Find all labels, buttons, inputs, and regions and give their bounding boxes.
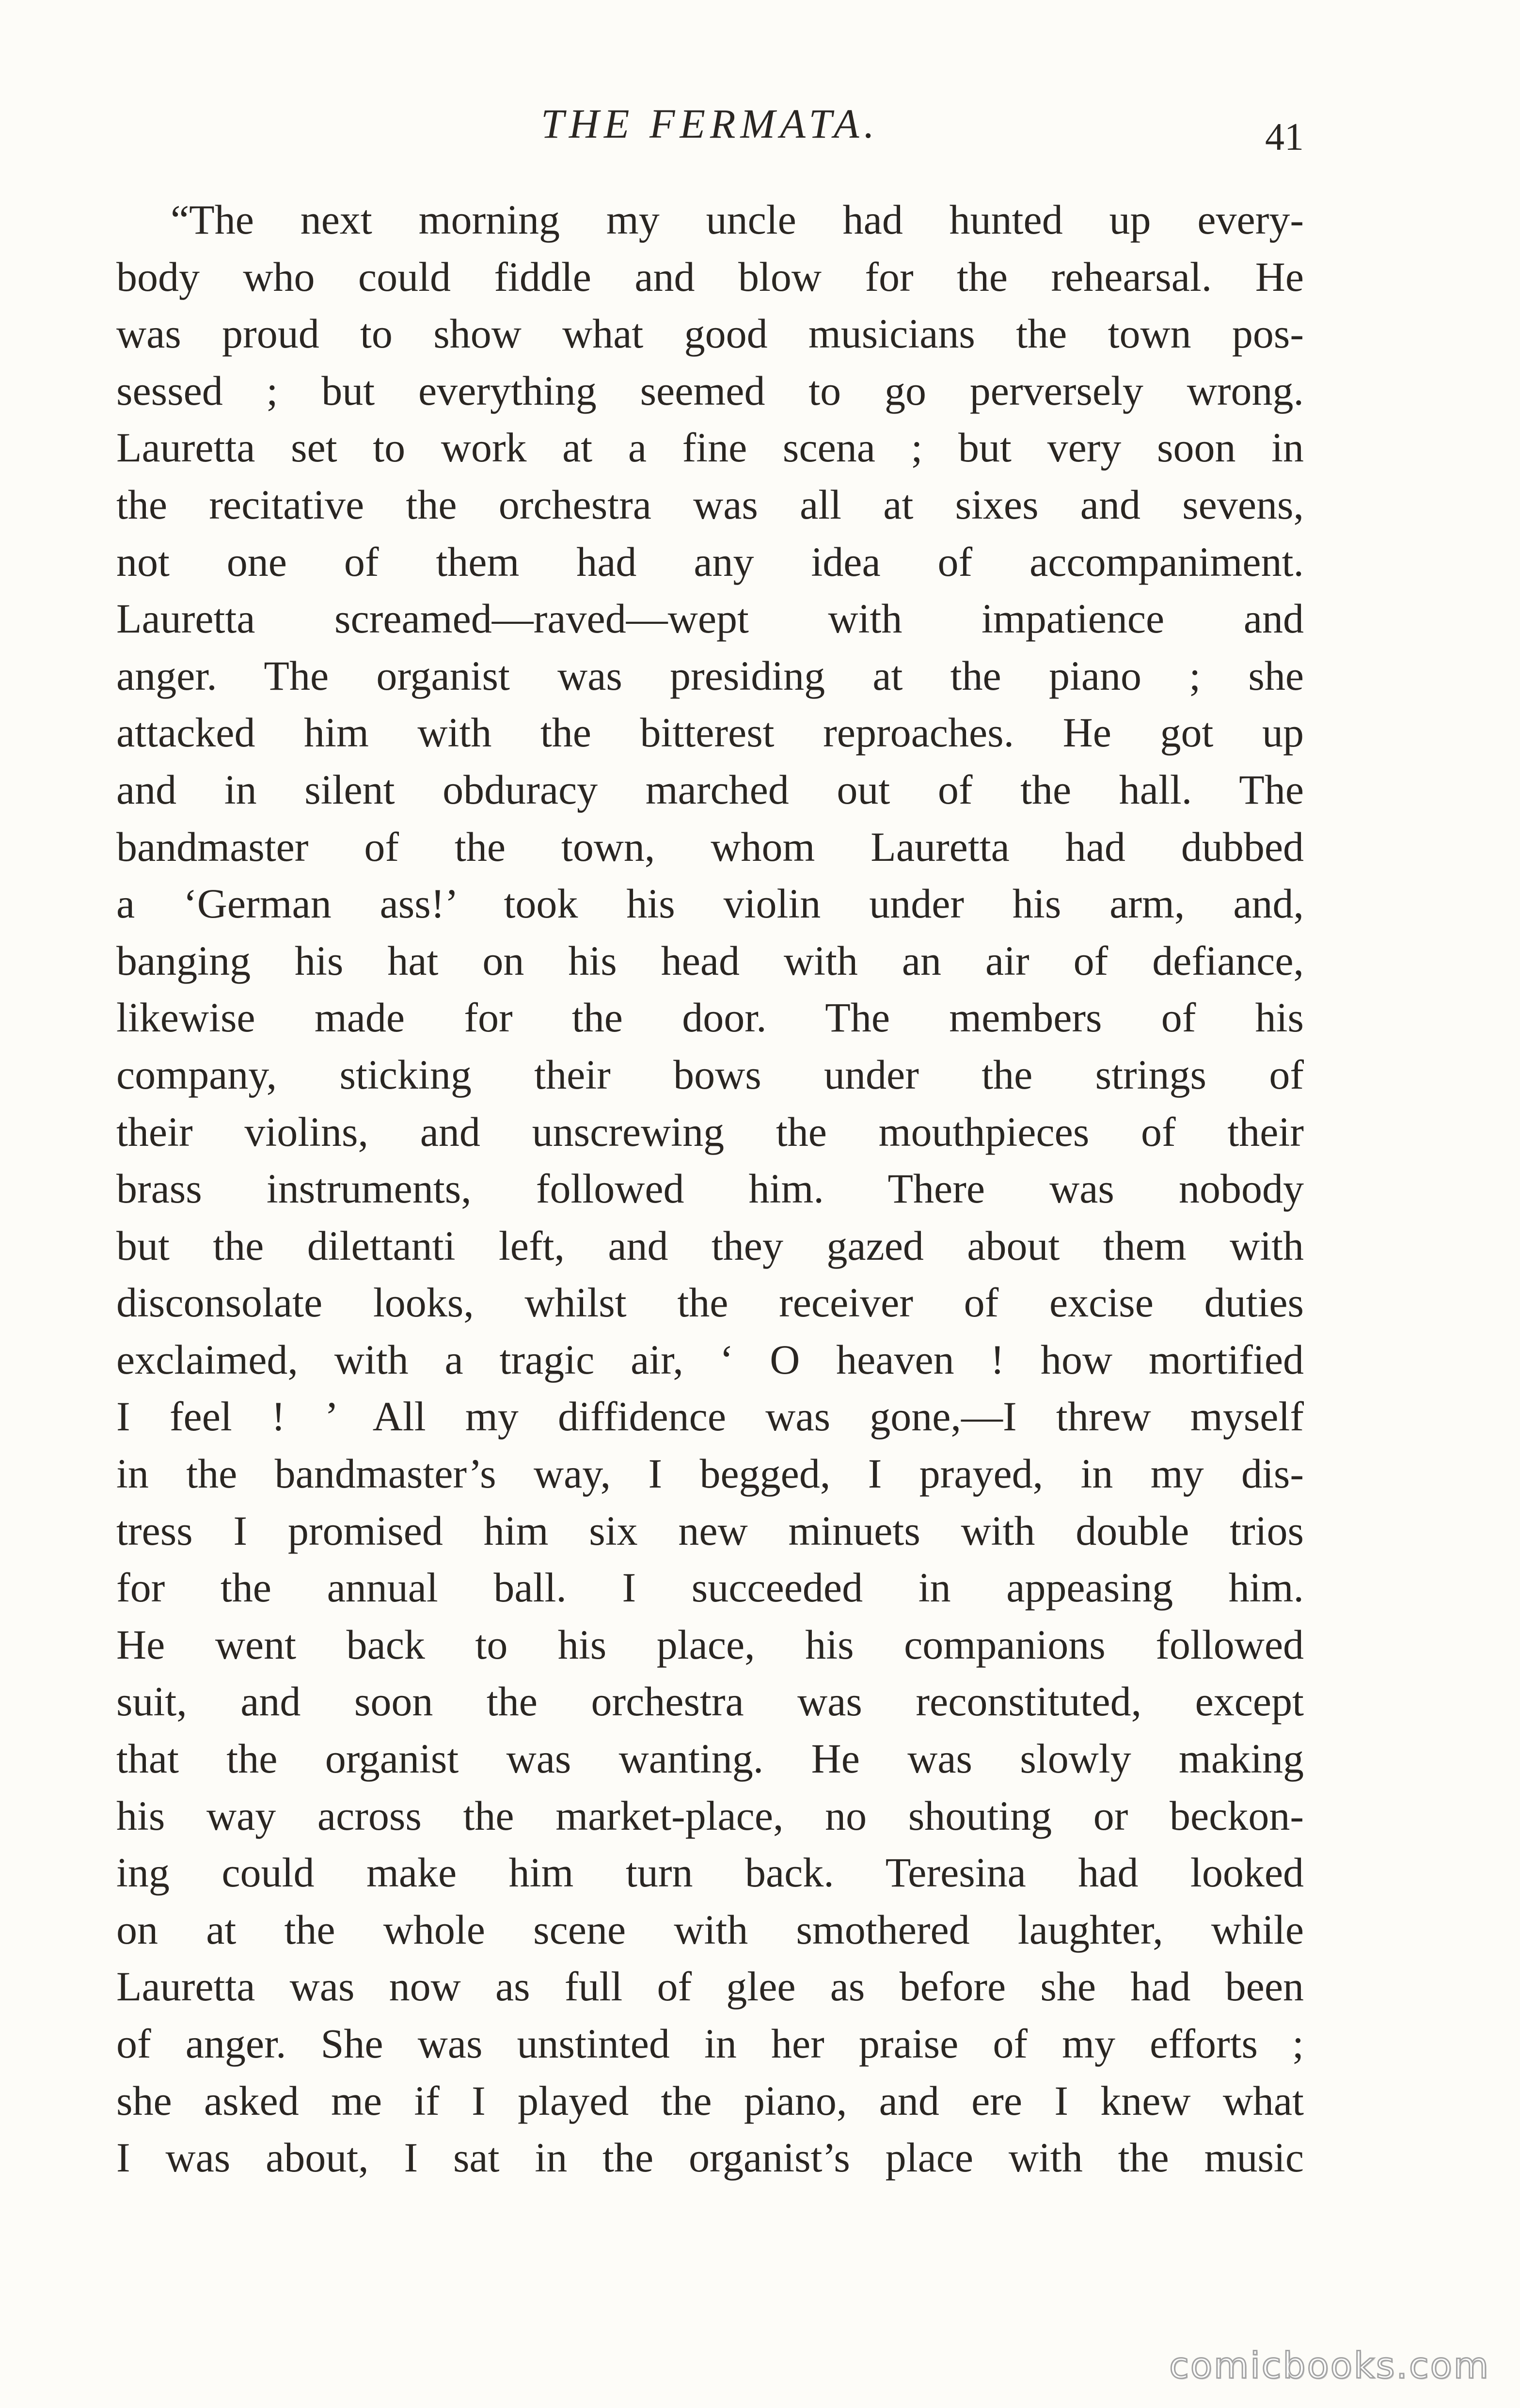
text-line: Lauretta was now as full of glee as before she had been bbox=[116, 1963, 1304, 2010]
text-line: company, sticking their bows under the strings of bbox=[116, 1051, 1304, 1098]
text-line: disconsolate looks, whilst the receiver of excise duties bbox=[116, 1279, 1304, 1326]
text-line: for the annual ball. I succeeded in appeasing him. bbox=[116, 1564, 1304, 1611]
text-line: He went back to his place, his companions followed bbox=[116, 1621, 1304, 1668]
text-line: on at the whole scene with smothered laughter, while bbox=[116, 1906, 1304, 1953]
text-line: body who could fiddle and blow for the rehearsal. He bbox=[116, 253, 1304, 300]
text-line: bandmaster of the town, whom Lauretta had dubbed bbox=[116, 823, 1304, 870]
text-line: sessed ; but everything seemed to go perversely wrong. bbox=[116, 367, 1304, 414]
text-line: and in silent obduracy marched out of the hall. The bbox=[116, 766, 1304, 813]
text-line: in the bandmaster’s way, I begged, I prayed, in my dis- bbox=[116, 1450, 1304, 1497]
text-line: attacked him with the bitterest reproaches. He got up bbox=[116, 709, 1304, 756]
text-line: suit, and soon the orchestra was reconstituted, except bbox=[116, 1678, 1304, 1725]
text-line: the recitative the orchestra was all at sixes and sevens, bbox=[116, 481, 1304, 528]
text-line: was proud to show what good musicians the town pos- bbox=[116, 310, 1304, 357]
page-number: 41 bbox=[1265, 116, 1304, 158]
body-text bbox=[116, 191, 1304, 2186]
text-line: exclaimed, with a tragic air, ‘ O heaven ! how mortified bbox=[116, 1336, 1304, 1383]
watermark: comicbooks.com bbox=[1169, 2345, 1490, 2387]
text-line: I feel ! ’ All my diffidence was gone,—I threw myself bbox=[116, 1393, 1304, 1440]
text-line: tress I promised him six new minuets with double trios bbox=[116, 1507, 1304, 1554]
text-line: she asked me if I played the piano, and ere I knew what bbox=[116, 2077, 1304, 2124]
text-line: ing could make him turn back. Teresina had looked bbox=[116, 1849, 1304, 1896]
text-line: but the dilettanti left, and they gazed about them with bbox=[116, 1222, 1304, 1269]
text-line: likewise made for the door. The members of his bbox=[116, 994, 1304, 1041]
text-line: of anger. She was unstinted in her praise of my efforts ; bbox=[116, 2020, 1304, 2067]
text-line: their violins, and unscrewing the mouthpieces of their bbox=[116, 1108, 1304, 1155]
text-line: banging his hat on his head with an air of defiance, bbox=[116, 937, 1304, 984]
text-line: a ‘German ass!’ took his violin under his arm, and, bbox=[116, 880, 1304, 927]
text-line: Lauretta screamed—raved—wept with impatience and bbox=[116, 595, 1304, 642]
text-line: I was about, I sat in the organist’s place with the music bbox=[116, 2134, 1304, 2181]
text-line: “The next morning my uncle had hunted up every- bbox=[171, 196, 1304, 243]
text-line: brass instruments, followed him. There was nobody bbox=[116, 1165, 1304, 1212]
text-line: not one of them had any idea of accompaniment. bbox=[116, 538, 1304, 585]
text-line: his way across the market-place, no shouting or beckon- bbox=[116, 1792, 1304, 1839]
text-line: that the organist was wanting. He was slowly making bbox=[116, 1735, 1304, 1782]
running-head bbox=[116, 97, 1304, 158]
text-line: anger. The organist was presiding at the piano ; she bbox=[116, 652, 1304, 699]
running-title: THE FERMATA. bbox=[540, 100, 880, 147]
text-line: Lauretta set to work at a fine scena ; but very soon in bbox=[116, 424, 1304, 471]
